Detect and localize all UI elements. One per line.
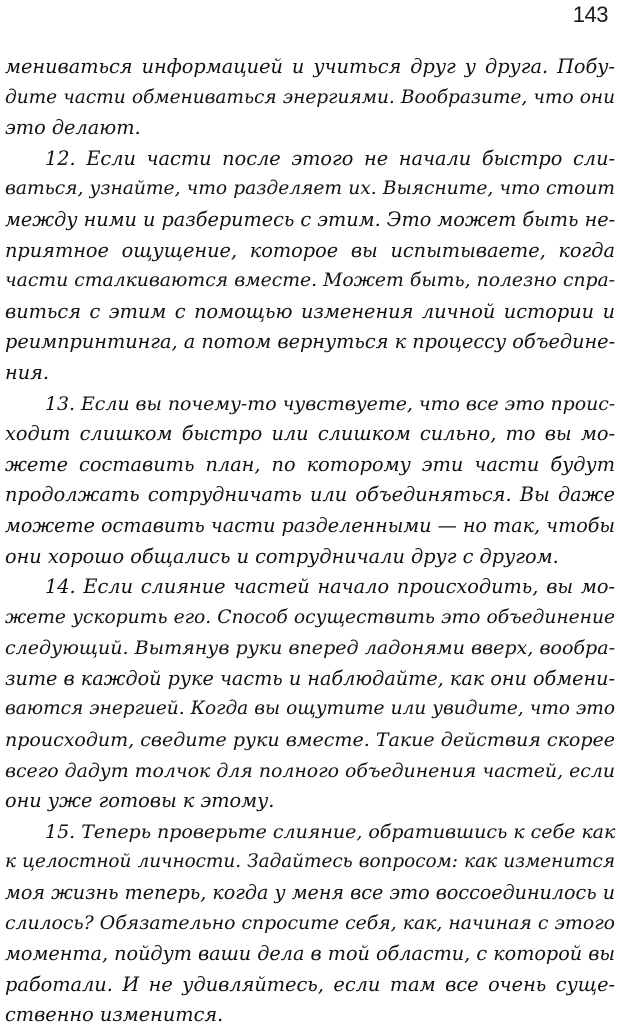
text-line: это делают. <box>5 116 141 140</box>
text-line: продолжать сотрудничать или объединяться. Вы даже <box>5 483 615 507</box>
text-line: приятное ощущение, которое вы испытываете, когда <box>5 238 615 262</box>
paragraph-p-14 <box>5 572 615 817</box>
text-line: ходит слишком быстро или слишком сильно, то вы мо- <box>5 422 615 446</box>
text-line: можете оставить части разделенными — но так, чтобы <box>5 513 615 537</box>
text-line: ния. <box>5 360 50 384</box>
text-line: зите в каждой руке часть и наблюдайте, как они обмени- <box>5 666 615 690</box>
text-line: 13. Если вы почему-то чувствуете, что все это проис- <box>45 392 616 415</box>
text-line: реимпринтинга, а потом вернуться к процессу объедине- <box>5 330 616 354</box>
page-number: 143 <box>572 2 608 27</box>
text-line: 14. Если слияние частей начало происходить, вы мо- <box>45 575 615 599</box>
text-line: мениваться информацией и учиться друг у друга. Побу- <box>5 55 615 78</box>
text-line: 12. Если части после этого не начали быстро сли- <box>45 146 615 170</box>
text-line: жете составить план, по которому эти части будут <box>5 452 615 476</box>
text-line: они уже готовы к этому. <box>5 789 275 813</box>
text-line: виться с этим с помощью изменения личной истории и <box>5 299 615 323</box>
paragraph-p-15 <box>5 817 615 1031</box>
text-line: они хорошо общались и сотрудничали друг с другом. <box>5 544 559 568</box>
text-line: ственно изменится. <box>5 1003 224 1027</box>
text-line: момента, пойдут ваши дела в той области, с которой вы <box>5 942 615 966</box>
text-line: 15. Теперь проверьте слияние, обратившись к себе как <box>45 820 616 843</box>
text-line: жете ускорить его. Способ осуществить это объединение <box>5 606 615 628</box>
text-line: происходит, сведите руки вместе. Такие действия скорее <box>5 729 615 752</box>
text-line: ваются энергией. Когда вы ощутите или увидите, что это <box>5 698 615 720</box>
paragraph-p-13 <box>5 389 615 573</box>
text-line: к целостной личности. Задайтесь вопросом: как изменится <box>5 851 615 873</box>
body-text <box>5 52 615 1031</box>
text-line: слилось? Обязательно спросите себя, как, начиная с этого <box>5 912 615 934</box>
text-line: моя жизнь теперь, когда у меня все это воссоединилось и <box>5 881 615 905</box>
text-line: между ними и разберитесь с этим. Это может быть не- <box>5 207 616 231</box>
paragraph-p-12 <box>5 144 615 389</box>
text-line: всего дадут толчок для полного объединения частей, если <box>5 759 615 782</box>
text-line: работали. И не удивляйтесь, если там все очень суще- <box>5 972 615 996</box>
paragraph-p-continued <box>5 52 615 144</box>
text-line: дите части обмениваться энергиями. Вообразите, что они <box>5 86 615 108</box>
text-line: следующий. Вытянув руки вперед ладонями вверх, вообра- <box>5 637 615 660</box>
text-line: части сталкиваются вместе. Может быть, полезно спра- <box>5 270 615 292</box>
text-line: ваться, узнайте, что разделяет их. Выясните, что стоит <box>5 178 615 200</box>
